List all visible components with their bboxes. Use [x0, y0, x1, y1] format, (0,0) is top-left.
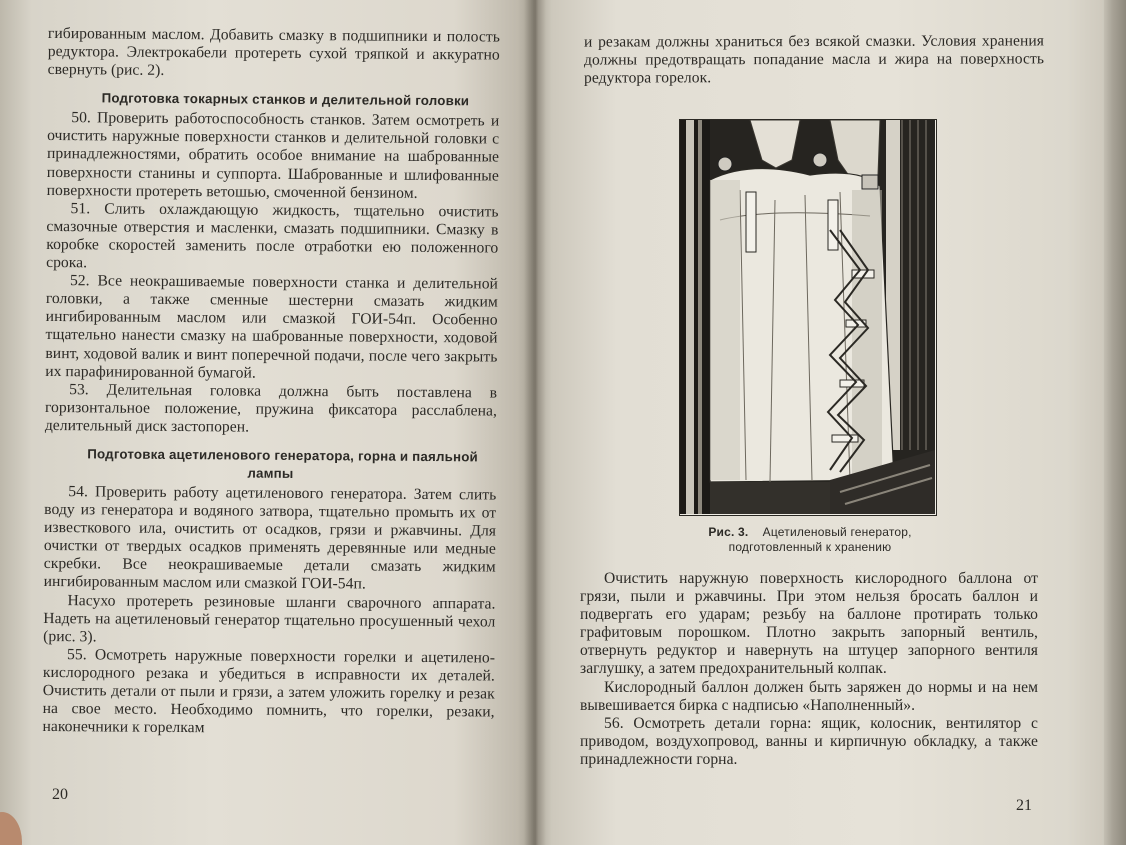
book-gutter [524, 0, 546, 845]
figure-caption-line-2: подготовленный к хранению [728, 540, 892, 554]
page-number-right: 21 [1016, 797, 1032, 814]
paragraph-53: 53. Делительная головка должна быть поставлена в горизонтальное положение, пружина фиксатора расслаблена, делительный диск застопорен. [44, 380, 498, 436]
paragraph-hoses: Насухо протереть резиновые шланги сварочного аппарата. Надеть на ацетиленовый генератор тщательно просушенный чехол (рис. 3). [43, 591, 496, 646]
left-page-text [42, 25, 500, 740]
figure-caption-text-1: Ацетиленовый генератор, [762, 525, 912, 539]
left-continuation-paragraph: гибированным маслом. Добавить смазку в подшипники и полость редуктора. Электрокабели протереть сухой тряпкой и аккуратно свернуть (рис. 2). [47, 25, 500, 80]
figure-caption [662, 525, 958, 555]
section-heading-acetylene: Подготовка ацетиленового генератора, горна и паяльной лампы [87, 446, 479, 481]
right-continuation-paragraph: и резакам должны храниться без всякой смазки. Условия хранения должны предотвращать попадание масла и жира на поверхность редуктора горелок. [583, 32, 1045, 87]
page-edge [1104, 0, 1126, 845]
section-heading-lathes: Подготовка токарных станков и делительной головки [101, 90, 470, 109]
paragraph-55: 55. Осмотреть наружные поверхности горелки и ацетилено-кислородного резака и убедиться в исправности их деталей. Очистить детали от пыли и грязи, а затем уложить горелку и резак на свое место. Необходимо помнить, что горелки, резаки, наконечники к горелкам [42, 645, 496, 737]
paragraph-50: 50. Проверить работоспособность станков. Затем осмотреть и очистить наружные поверхности станков и делительной головки с принадлежностями, обратить особое внимание на шаброванные поверхности станины и суппорта. Шаброванные и шлифованные поверхности протереть ветошью, смоченной бензином. [46, 109, 500, 202]
right-page-bottom-text [580, 570, 1038, 769]
paragraph-52: 52. Все неокрашиваемые поверхности станка и делительной головки, а также сменные шестерни смазать жидким ингибированным маслом или смазкой ГОИ-54п. Особенно тщательно нанести смазку на шаброванные поверхности, ходовой винт, ходовой валик и винт поперечной подачи, после чего закрыть их парафинированной бумагой. [45, 272, 499, 382]
acetylene-generator-illustration [680, 120, 935, 514]
paragraph-oxygen-cylinder: Очистить наружную поверхность кислородного баллона от грязи, пыли и ржавчины. При этом нельзя бросать баллон и подвергать его ударам; резьбу на баллоне протирать только графитовым порошком. Плотно закрыть запорный вентиль, отвернуть редуктор и навернуть на штуцер запорного вентиля заглушку, а затем предохранительный колпак. [580, 570, 1038, 678]
paragraph-51: 51. Слить охлаждающую жидкость, тщательно очистить смазочные отверстия и масленки, смазать подшипники. Смазку в коробке скоростей заменить после отработки ею положенного срока. [46, 199, 499, 272]
paragraph-54: 54. Проверить работу ацетиленового генератора. Затем слить воду из генератора и водяного затвора, тщательно промыть их от известкового ила, очистить от осадков, грязи и ржавчины. Для очистки от твердых осадков применять деревянные или медные скребки. Все неокрашиваемые детали смазать жидким ингибированным маслом или смазкой ГОИ-54п. [43, 483, 497, 593]
paragraph-56: 56. Осмотреть детали горна: ящик, колосник, вентилятор с приводом, воздухопровод, ванны и кирпичную обкладку, а также принадлежности горна. [580, 714, 1038, 768]
page-number-left: 20 [52, 786, 68, 803]
figure-caption-line-1 [662, 525, 958, 540]
right-page-top-text [584, 32, 1044, 87]
paragraph-cylinder-tag: Кислородный баллон должен быть заряжен до нормы и на нем вывешивается бирка с надписью «Наполненный». [580, 678, 1038, 714]
figure-acetylene-generator [679, 119, 937, 516]
figure-label: Рис. 3. [708, 525, 749, 539]
